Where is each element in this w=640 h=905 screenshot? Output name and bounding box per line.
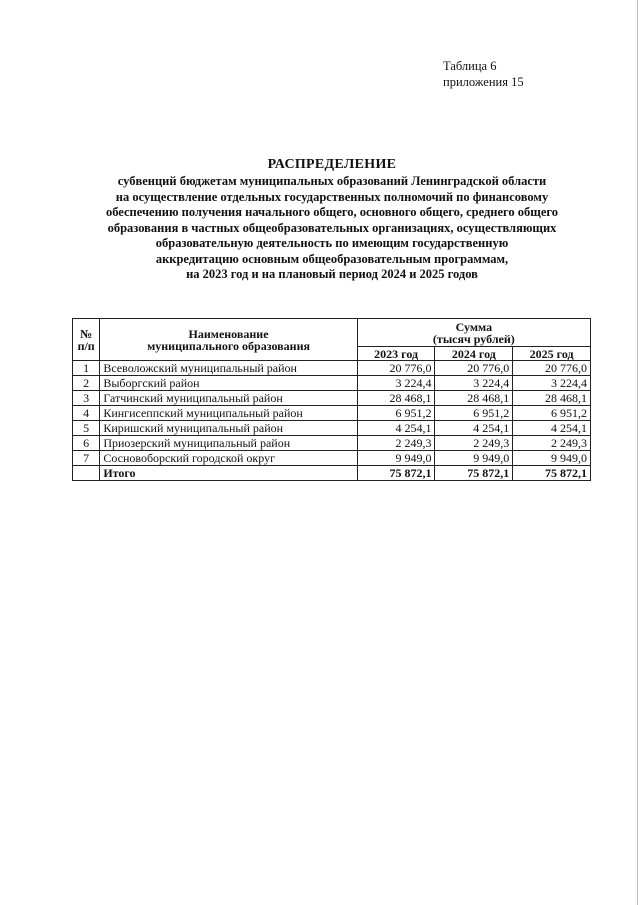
row-number: 7 xyxy=(73,451,100,466)
heading-line-1: субвенций бюджетам муниципальных образований Ленинградской области xyxy=(117,174,547,188)
heading-line-4: образования в частных общеобразовательных организациях, осуществляющих xyxy=(107,220,557,235)
header-sum-line-1: Сумма xyxy=(455,319,493,334)
total-value-2023: 75 872,1 xyxy=(357,466,435,481)
row-value-2025: 6 951,2 xyxy=(513,406,591,421)
header-name-line-2: муниципального образования xyxy=(147,338,310,353)
heading-line-5: образовательную деятельность по имеющим государственную xyxy=(155,236,509,250)
heading-line-2: на осуществление отдельных государственных полномочий по финансовому xyxy=(115,189,549,204)
table-row xyxy=(73,361,591,376)
row-name: Кингисеппский муниципальный район xyxy=(100,406,357,421)
document-title: РАСПРЕДЕЛЕНИЕ xyxy=(267,157,397,172)
row-name: Приозерский муниципальный район xyxy=(100,436,357,451)
header-name-line-1: Наименование xyxy=(188,326,269,341)
header-number-line-1: № xyxy=(80,326,93,341)
header-year-2023: 2023 год xyxy=(357,347,435,361)
heading-line-7: на 2023 год и на плановый период 2024 и 2025 годов xyxy=(186,267,478,281)
row-value-2023: 6 951,2 xyxy=(357,406,435,421)
row-value-2023: 3 224,4 xyxy=(357,376,435,391)
header-sum xyxy=(357,319,590,347)
row-value-2025: 9 949,0 xyxy=(513,451,591,466)
row-value-2024: 2 249,3 xyxy=(435,436,513,451)
row-name: Всеволожский муниципальный район xyxy=(100,361,357,376)
row-value-2025: 28 468,1 xyxy=(513,391,591,406)
reference-line-2: приложения 15 xyxy=(443,75,524,89)
heading-line-3: обеспечению получения начального общего, основного общего, среднего общего xyxy=(105,205,559,219)
total-number-cell xyxy=(73,466,100,481)
row-name: Сосновоборский городской округ xyxy=(100,451,357,466)
row-value-2024: 20 776,0 xyxy=(435,361,513,376)
row-value-2025: 20 776,0 xyxy=(513,361,591,376)
header-number-line-2: п/п xyxy=(77,338,95,353)
row-value-2023: 2 249,3 xyxy=(357,436,435,451)
row-value-2023: 20 776,0 xyxy=(357,361,435,376)
header-name xyxy=(100,319,357,361)
document-heading xyxy=(70,156,594,283)
distribution-table xyxy=(72,318,591,481)
page-edge-line xyxy=(637,0,638,905)
total-label: Итого xyxy=(100,466,357,481)
row-value-2024: 9 949,0 xyxy=(435,451,513,466)
table-row xyxy=(73,451,591,466)
table-header-row xyxy=(73,319,591,347)
header-year-2025: 2025 год xyxy=(513,347,591,361)
row-number: 6 xyxy=(73,436,100,451)
row-name: Киришский муниципальный район xyxy=(100,421,357,436)
table-row xyxy=(73,376,591,391)
row-value-2024: 6 951,2 xyxy=(435,406,513,421)
table-row xyxy=(73,421,591,436)
header-year-2024: 2024 год xyxy=(435,347,513,361)
row-number: 5 xyxy=(73,421,100,436)
row-value-2023: 9 949,0 xyxy=(357,451,435,466)
row-number: 4 xyxy=(73,406,100,421)
row-value-2025: 4 254,1 xyxy=(513,421,591,436)
total-value-2025: 75 872,1 xyxy=(513,466,591,481)
row-name: Выборгский район xyxy=(100,376,357,391)
row-number: 3 xyxy=(73,391,100,406)
table-row xyxy=(73,436,591,451)
row-value-2025: 3 224,4 xyxy=(513,376,591,391)
total-value-2024: 75 872,1 xyxy=(435,466,513,481)
heading-line-6: аккредитацию основным общеобразовательным программам, xyxy=(155,251,509,266)
row-number: 2 xyxy=(73,376,100,391)
row-name: Гатчинский муниципальный район xyxy=(100,391,357,406)
row-value-2024: 28 468,1 xyxy=(435,391,513,406)
row-value-2024: 4 254,1 xyxy=(435,421,513,436)
row-value-2023: 28 468,1 xyxy=(357,391,435,406)
header-number xyxy=(73,319,100,361)
row-value-2025: 2 249,3 xyxy=(513,436,591,451)
row-number: 1 xyxy=(73,361,100,376)
row-value-2024: 3 224,4 xyxy=(435,376,513,391)
table-row xyxy=(73,391,591,406)
header-sum-line-2: (тысяч рублей) xyxy=(432,331,515,346)
reference-line-1: Таблица 6 xyxy=(443,59,497,73)
table-row xyxy=(73,406,591,421)
row-value-2023: 4 254,1 xyxy=(357,421,435,436)
table-reference xyxy=(443,58,524,90)
table-total-row xyxy=(73,466,591,481)
